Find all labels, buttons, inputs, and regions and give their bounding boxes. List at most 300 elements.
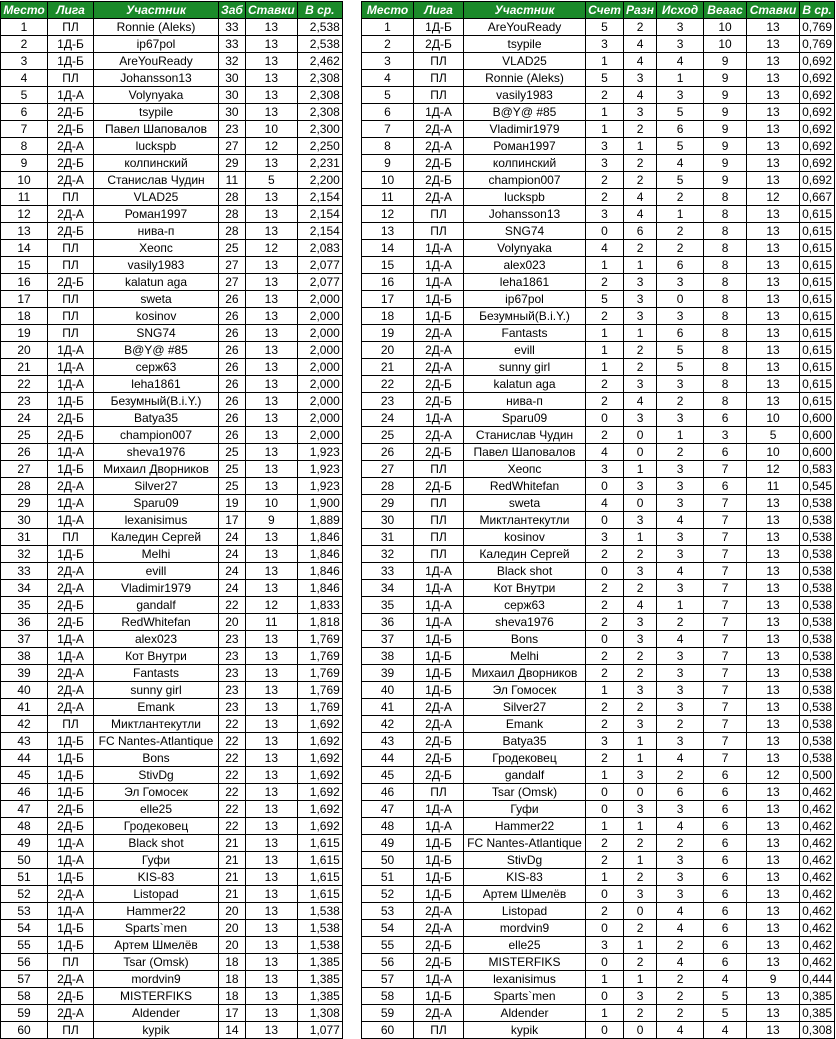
table-cell: 2 bbox=[586, 274, 624, 291]
table-cell: 24 bbox=[219, 546, 246, 563]
table-cell: 13 bbox=[747, 1005, 800, 1022]
table-cell: 8 bbox=[704, 376, 747, 393]
table-cell: 2,000 bbox=[297, 325, 342, 342]
table-cell: 3 bbox=[624, 716, 657, 733]
table-cell: 3 bbox=[657, 376, 704, 393]
table-cell: 4 bbox=[657, 53, 704, 70]
table-cell: 2,462 bbox=[297, 53, 342, 70]
table-cell: 22 bbox=[219, 733, 246, 750]
table-cell: 2Д-А bbox=[48, 665, 94, 682]
table-cell: 0,462 bbox=[800, 937, 835, 954]
table-cell: 23 bbox=[219, 631, 246, 648]
table-row bbox=[1, 121, 343, 138]
table-cell: 48 bbox=[362, 818, 414, 835]
table-row bbox=[362, 325, 835, 342]
table-cell: 13 bbox=[245, 325, 297, 342]
table-cell: 7 bbox=[704, 699, 747, 716]
table-cell: 13 bbox=[747, 274, 800, 291]
table-cell: Vladimir1979 bbox=[94, 580, 219, 597]
table-cell: sunny girl bbox=[464, 359, 586, 376]
table-cell: 4 bbox=[586, 495, 624, 512]
table-row bbox=[362, 954, 835, 971]
table-cell: 4 bbox=[657, 903, 704, 920]
table-cell: 0,583 bbox=[800, 461, 835, 478]
table-row bbox=[1, 614, 343, 631]
table-cell: luckspb bbox=[464, 189, 586, 206]
table-cell: 3 bbox=[657, 308, 704, 325]
table-row bbox=[1, 189, 343, 206]
table-cell: 13 bbox=[747, 36, 800, 53]
table-cell: ПЛ bbox=[414, 1022, 464, 1039]
table-row bbox=[1, 342, 343, 359]
table-cell: Ronnie (Aleks) bbox=[94, 19, 219, 36]
table-cell: 0,462 bbox=[800, 784, 835, 801]
table-cell: 8 bbox=[704, 325, 747, 342]
table-row bbox=[1, 172, 343, 189]
table-cell: 7 bbox=[704, 495, 747, 512]
table-row bbox=[1, 665, 343, 682]
left-standings-table bbox=[0, 1, 343, 1039]
table-cell: 13 bbox=[245, 291, 297, 308]
table-cell: Гуфи bbox=[464, 801, 586, 818]
table-cell: 1Д-А bbox=[48, 631, 94, 648]
table-cell: 2,538 bbox=[297, 36, 342, 53]
table-row bbox=[1, 784, 343, 801]
table-cell: 2 bbox=[586, 427, 624, 444]
table-cell: 2 bbox=[586, 852, 624, 869]
table-cell: 2 bbox=[657, 1005, 704, 1022]
table-cell: 13 bbox=[245, 971, 297, 988]
table-cell: 1 bbox=[586, 53, 624, 70]
table-cell: 6 bbox=[704, 852, 747, 869]
right-standings-table bbox=[361, 1, 835, 1039]
table-cell: ПЛ bbox=[414, 461, 464, 478]
table-cell: 2,308 bbox=[297, 104, 342, 121]
table-cell: Tsar (Omsk) bbox=[94, 954, 219, 971]
table-cell: luckspb bbox=[94, 138, 219, 155]
table-cell: 4 bbox=[657, 155, 704, 172]
table-cell: 2 bbox=[624, 240, 657, 257]
table-cell: 2 bbox=[657, 393, 704, 410]
table-cell: 1 bbox=[624, 461, 657, 478]
table-cell: 0,462 bbox=[800, 818, 835, 835]
table-cell: 2,000 bbox=[297, 342, 342, 359]
table-cell: 2 bbox=[586, 903, 624, 920]
right-table-body bbox=[362, 19, 835, 1039]
table-cell: 5 bbox=[657, 172, 704, 189]
table-cell: Volynyaka bbox=[94, 87, 219, 104]
table-cell: 8 bbox=[704, 308, 747, 325]
table-cell: 0 bbox=[586, 920, 624, 937]
table-cell: 1Д-А bbox=[48, 903, 94, 920]
table-cell: 3 bbox=[624, 886, 657, 903]
table-cell: 1,769 bbox=[297, 665, 342, 682]
table-cell: 3 bbox=[624, 376, 657, 393]
table-cell: 29 bbox=[362, 495, 414, 512]
table-cell: 1,615 bbox=[297, 869, 342, 886]
table-cell: 59 bbox=[1, 1005, 48, 1022]
table-cell: kypik bbox=[94, 1022, 219, 1039]
table-cell: 2Д-Б bbox=[48, 274, 94, 291]
table-cell: 1 bbox=[586, 121, 624, 138]
table-cell: 13 bbox=[245, 869, 297, 886]
table-cell: 4 bbox=[586, 444, 624, 461]
table-cell: 0,615 bbox=[800, 223, 835, 240]
table-cell: 2 bbox=[586, 189, 624, 206]
table-cell: 2Д-А bbox=[48, 699, 94, 716]
table-cell: 13 bbox=[245, 223, 297, 240]
table-cell: 3 bbox=[657, 682, 704, 699]
table-cell: 21 bbox=[1, 359, 48, 376]
table-cell: 11 bbox=[1, 189, 48, 206]
table-cell: Listopad bbox=[464, 903, 586, 920]
table-row bbox=[362, 784, 835, 801]
table-cell: 13 bbox=[245, 682, 297, 699]
table-cell: 5 bbox=[586, 291, 624, 308]
table-cell: 7 bbox=[1, 121, 48, 138]
table-row bbox=[1, 291, 343, 308]
table-cell: 30 bbox=[219, 104, 246, 121]
table-cell: 3 bbox=[362, 53, 414, 70]
table-cell: 0,538 bbox=[800, 546, 835, 563]
table-cell: 2Д-Б bbox=[414, 155, 464, 172]
table-cell: 1,692 bbox=[297, 733, 342, 750]
table-cell: 1Д-А bbox=[414, 801, 464, 818]
table-cell: 1 bbox=[624, 750, 657, 767]
table-row bbox=[1, 1005, 343, 1022]
table-cell: 13 bbox=[245, 988, 297, 1005]
table-cell: ПЛ bbox=[48, 308, 94, 325]
table-cell: 0 bbox=[624, 784, 657, 801]
table-cell: 2,538 bbox=[297, 19, 342, 36]
column-header: Место bbox=[1, 2, 48, 19]
table-cell: Black shot bbox=[464, 563, 586, 580]
table-cell: 9 bbox=[747, 971, 800, 988]
table-cell: 2Д-А bbox=[48, 206, 94, 223]
table-cell: 1Д-Б bbox=[414, 886, 464, 903]
table-cell: 13 bbox=[245, 818, 297, 835]
table-row bbox=[362, 70, 835, 87]
table-cell: 29 bbox=[219, 155, 246, 172]
table-cell: 7 bbox=[704, 682, 747, 699]
table-cell: 13 bbox=[245, 767, 297, 784]
table-cell: 34 bbox=[362, 580, 414, 597]
table-cell: 7 bbox=[704, 648, 747, 665]
table-cell: 8 bbox=[704, 393, 747, 410]
table-cell: 2Д-Б bbox=[414, 376, 464, 393]
table-row bbox=[362, 495, 835, 512]
table-row bbox=[362, 801, 835, 818]
table-cell: 1Д-Б bbox=[48, 869, 94, 886]
table-cell: 0,462 bbox=[800, 852, 835, 869]
table-cell: 43 bbox=[1, 733, 48, 750]
table-cell: 13 bbox=[747, 87, 800, 104]
table-cell: 0,500 bbox=[800, 767, 835, 784]
table-row bbox=[362, 988, 835, 1005]
table-cell: 2Д-А bbox=[48, 478, 94, 495]
table-cell: 0,538 bbox=[800, 631, 835, 648]
table-cell: Кот Внутри bbox=[94, 648, 219, 665]
table-cell: 0,615 bbox=[800, 240, 835, 257]
table-cell: 7 bbox=[704, 461, 747, 478]
table-cell: 26 bbox=[219, 291, 246, 308]
table-cell: 23 bbox=[219, 648, 246, 665]
table-cell: 13 bbox=[747, 376, 800, 393]
table-cell: серж63 bbox=[94, 359, 219, 376]
table-cell: 2 bbox=[624, 835, 657, 852]
table-row bbox=[362, 410, 835, 427]
table-cell: 1 bbox=[586, 818, 624, 835]
table-cell: 54 bbox=[362, 920, 414, 937]
table-cell: 2,154 bbox=[297, 189, 342, 206]
column-header: Лига bbox=[414, 2, 464, 19]
table-cell: sheva1976 bbox=[464, 614, 586, 631]
table-cell: 52 bbox=[362, 886, 414, 903]
table-cell: kosinov bbox=[464, 529, 586, 546]
table-cell: ПЛ bbox=[414, 546, 464, 563]
table-cell: 26 bbox=[219, 342, 246, 359]
table-cell: 1,769 bbox=[297, 699, 342, 716]
table-cell: 15 bbox=[362, 257, 414, 274]
table-row bbox=[1, 852, 343, 869]
table-row bbox=[1, 682, 343, 699]
table-cell: 13 bbox=[362, 223, 414, 240]
table-cell: 8 bbox=[704, 342, 747, 359]
table-cell: 5 bbox=[657, 104, 704, 121]
table-row bbox=[1, 818, 343, 835]
table-cell: 2 bbox=[586, 665, 624, 682]
table-cell: 56 bbox=[1, 954, 48, 971]
table-cell: 23 bbox=[219, 665, 246, 682]
table-row bbox=[362, 444, 835, 461]
table-cell: Sparts`men bbox=[464, 988, 586, 1005]
table-cell: vasily1983 bbox=[464, 87, 586, 104]
table-cell: 13 bbox=[747, 240, 800, 257]
table-cell: 1Д-А bbox=[414, 410, 464, 427]
table-cell: 0 bbox=[624, 1022, 657, 1039]
table-row bbox=[362, 835, 835, 852]
table-cell: 13 bbox=[747, 648, 800, 665]
table-cell: 6 bbox=[362, 104, 414, 121]
table-cell: 32 bbox=[1, 546, 48, 563]
table-cell: 23 bbox=[1, 393, 48, 410]
table-cell: 3 bbox=[624, 104, 657, 121]
table-row bbox=[362, 138, 835, 155]
table-row bbox=[1, 563, 343, 580]
table-cell: 9 bbox=[704, 121, 747, 138]
table-cell: 9 bbox=[704, 104, 747, 121]
table-cell: 2Д-Б bbox=[48, 104, 94, 121]
table-cell: 0,615 bbox=[800, 325, 835, 342]
table-cell: 1 bbox=[586, 104, 624, 121]
table-cell: Хеопс bbox=[464, 461, 586, 478]
table-cell: 4 bbox=[657, 1022, 704, 1039]
table-row bbox=[362, 614, 835, 631]
table-cell: Павел Шаповалов bbox=[464, 444, 586, 461]
table-cell: gandalf bbox=[464, 767, 586, 784]
table-cell: 2 bbox=[657, 189, 704, 206]
table-cell: 2Д-А bbox=[48, 1005, 94, 1022]
table-cell: 51 bbox=[362, 869, 414, 886]
table-cell: 31 bbox=[1, 529, 48, 546]
table-cell: 6 bbox=[704, 784, 747, 801]
table-cell: 3 bbox=[586, 36, 624, 53]
table-cell: 8 bbox=[704, 359, 747, 376]
table-cell: 10 bbox=[747, 410, 800, 427]
table-cell: Каледин Сергей bbox=[94, 529, 219, 546]
table-cell: 0,538 bbox=[800, 563, 835, 580]
table-cell: 3 bbox=[657, 529, 704, 546]
table-cell: 6 bbox=[704, 410, 747, 427]
table-cell: 1 bbox=[586, 682, 624, 699]
table-cell: 1Д-Б bbox=[48, 937, 94, 954]
table-cell: 1,692 bbox=[297, 716, 342, 733]
table-cell: 2Д-Б bbox=[414, 937, 464, 954]
table-row bbox=[362, 478, 835, 495]
table-cell: 2 bbox=[586, 750, 624, 767]
table-cell: 1,615 bbox=[297, 886, 342, 903]
table-cell: колпинский bbox=[464, 155, 586, 172]
table-cell: 2Д-А bbox=[414, 342, 464, 359]
table-cell: 2Д-Б bbox=[414, 767, 464, 784]
table-cell: 4 bbox=[657, 920, 704, 937]
table-cell: leha1861 bbox=[464, 274, 586, 291]
table-row bbox=[1, 971, 343, 988]
table-cell: 1Д-Б bbox=[414, 988, 464, 1005]
table-cell: 33 bbox=[362, 563, 414, 580]
table-cell: 1Д-А bbox=[48, 852, 94, 869]
table-cell: 5 bbox=[704, 988, 747, 1005]
table-row bbox=[1, 461, 343, 478]
table-cell: 13 bbox=[245, 665, 297, 682]
table-cell: ПЛ bbox=[48, 240, 94, 257]
table-row bbox=[1, 835, 343, 852]
table-cell: 9 bbox=[704, 138, 747, 155]
table-cell: 28 bbox=[1, 478, 48, 495]
table-cell: Хеопс bbox=[94, 240, 219, 257]
table-row bbox=[362, 767, 835, 784]
table-cell: 4 bbox=[657, 750, 704, 767]
table-cell: 2Д-А bbox=[48, 971, 94, 988]
table-cell: VLAD25 bbox=[94, 189, 219, 206]
table-cell: kalatun aga bbox=[464, 376, 586, 393]
table-cell: 1 bbox=[657, 597, 704, 614]
table-row bbox=[1, 359, 343, 376]
table-cell: 2 bbox=[624, 869, 657, 886]
table-cell: KIS-83 bbox=[94, 869, 219, 886]
table-cell: champion007 bbox=[464, 172, 586, 189]
table-cell: 13 bbox=[245, 784, 297, 801]
table-row bbox=[1, 903, 343, 920]
table-row bbox=[362, 665, 835, 682]
table-cell: 6 bbox=[704, 920, 747, 937]
table-row bbox=[362, 291, 835, 308]
table-cell: 30 bbox=[219, 87, 246, 104]
table-cell: 13 bbox=[245, 716, 297, 733]
table-cell: lexanisimus bbox=[464, 971, 586, 988]
table-cell: 2 bbox=[586, 648, 624, 665]
table-cell: 6 bbox=[1, 104, 48, 121]
table-cell: 0 bbox=[586, 988, 624, 1005]
table-cell: 13 bbox=[245, 699, 297, 716]
column-header: Заб bbox=[219, 2, 246, 19]
table-cell: 26 bbox=[219, 325, 246, 342]
table-cell: 20 bbox=[362, 342, 414, 359]
table-cell: 25 bbox=[219, 240, 246, 257]
table-cell: 2 bbox=[586, 835, 624, 852]
table-cell: 1,077 bbox=[297, 1022, 342, 1039]
table-cell: 1Д-А bbox=[414, 597, 464, 614]
table-cell: 17 bbox=[362, 291, 414, 308]
table-cell: 13 bbox=[747, 954, 800, 971]
table-cell: 0 bbox=[586, 563, 624, 580]
table-cell: 2Д-Б bbox=[414, 393, 464, 410]
table-cell: 13 bbox=[245, 801, 297, 818]
table-cell: alex023 bbox=[464, 257, 586, 274]
table-cell: 38 bbox=[362, 648, 414, 665]
table-cell: 2Д-Б bbox=[414, 954, 464, 971]
table-cell: 13 bbox=[747, 53, 800, 70]
table-cell: 32 bbox=[219, 53, 246, 70]
table-cell: AreYouReady bbox=[94, 53, 219, 70]
table-cell: 1Д-Б bbox=[48, 53, 94, 70]
table-cell: 43 bbox=[362, 733, 414, 750]
table-cell: 3 bbox=[657, 546, 704, 563]
table-cell: 2 bbox=[624, 699, 657, 716]
table-row bbox=[362, 274, 835, 291]
table-cell: 2,000 bbox=[297, 359, 342, 376]
table-cell: Станислав Чудин bbox=[94, 172, 219, 189]
table-cell: 3 bbox=[657, 665, 704, 682]
table-cell: 23 bbox=[219, 699, 246, 716]
table-cell: 1Д-Б bbox=[414, 19, 464, 36]
table-cell: Fantasts bbox=[94, 665, 219, 682]
table-cell: колпинский bbox=[94, 155, 219, 172]
table-cell: 1Д-А bbox=[48, 376, 94, 393]
table-cell: 2Д-А bbox=[48, 580, 94, 597]
table-row bbox=[1, 886, 343, 903]
table-cell: Ronnie (Aleks) bbox=[464, 70, 586, 87]
table-cell: 33 bbox=[219, 36, 246, 53]
table-cell: 5 bbox=[586, 19, 624, 36]
table-cell: Артем Шмелёв bbox=[464, 886, 586, 903]
table-row bbox=[362, 223, 835, 240]
table-cell: 0 bbox=[586, 512, 624, 529]
table-cell: 2Д-А bbox=[48, 886, 94, 903]
table-cell: 7 bbox=[704, 529, 747, 546]
table-cell: 13 bbox=[747, 529, 800, 546]
table-cell: 6 bbox=[657, 325, 704, 342]
table-cell: 57 bbox=[362, 971, 414, 988]
table-cell: 4 bbox=[624, 189, 657, 206]
table-cell: 28 bbox=[219, 206, 246, 223]
table-cell: 6 bbox=[704, 444, 747, 461]
table-cell: 1Д-Б bbox=[414, 869, 464, 886]
table-cell: 3 bbox=[657, 495, 704, 512]
table-cell: Emank bbox=[94, 699, 219, 716]
table-row bbox=[1, 19, 343, 36]
table-cell: sweta bbox=[94, 291, 219, 308]
table-cell: 3 bbox=[657, 869, 704, 886]
table-cell: 1,769 bbox=[297, 682, 342, 699]
table-cell: 3 bbox=[657, 274, 704, 291]
table-cell: 55 bbox=[1, 937, 48, 954]
table-cell: Каледин Сергей bbox=[464, 546, 586, 563]
table-cell: 9 bbox=[704, 70, 747, 87]
table-cell: 13 bbox=[747, 512, 800, 529]
table-cell: 1Д-Б bbox=[48, 784, 94, 801]
table-cell: 1,833 bbox=[297, 597, 342, 614]
